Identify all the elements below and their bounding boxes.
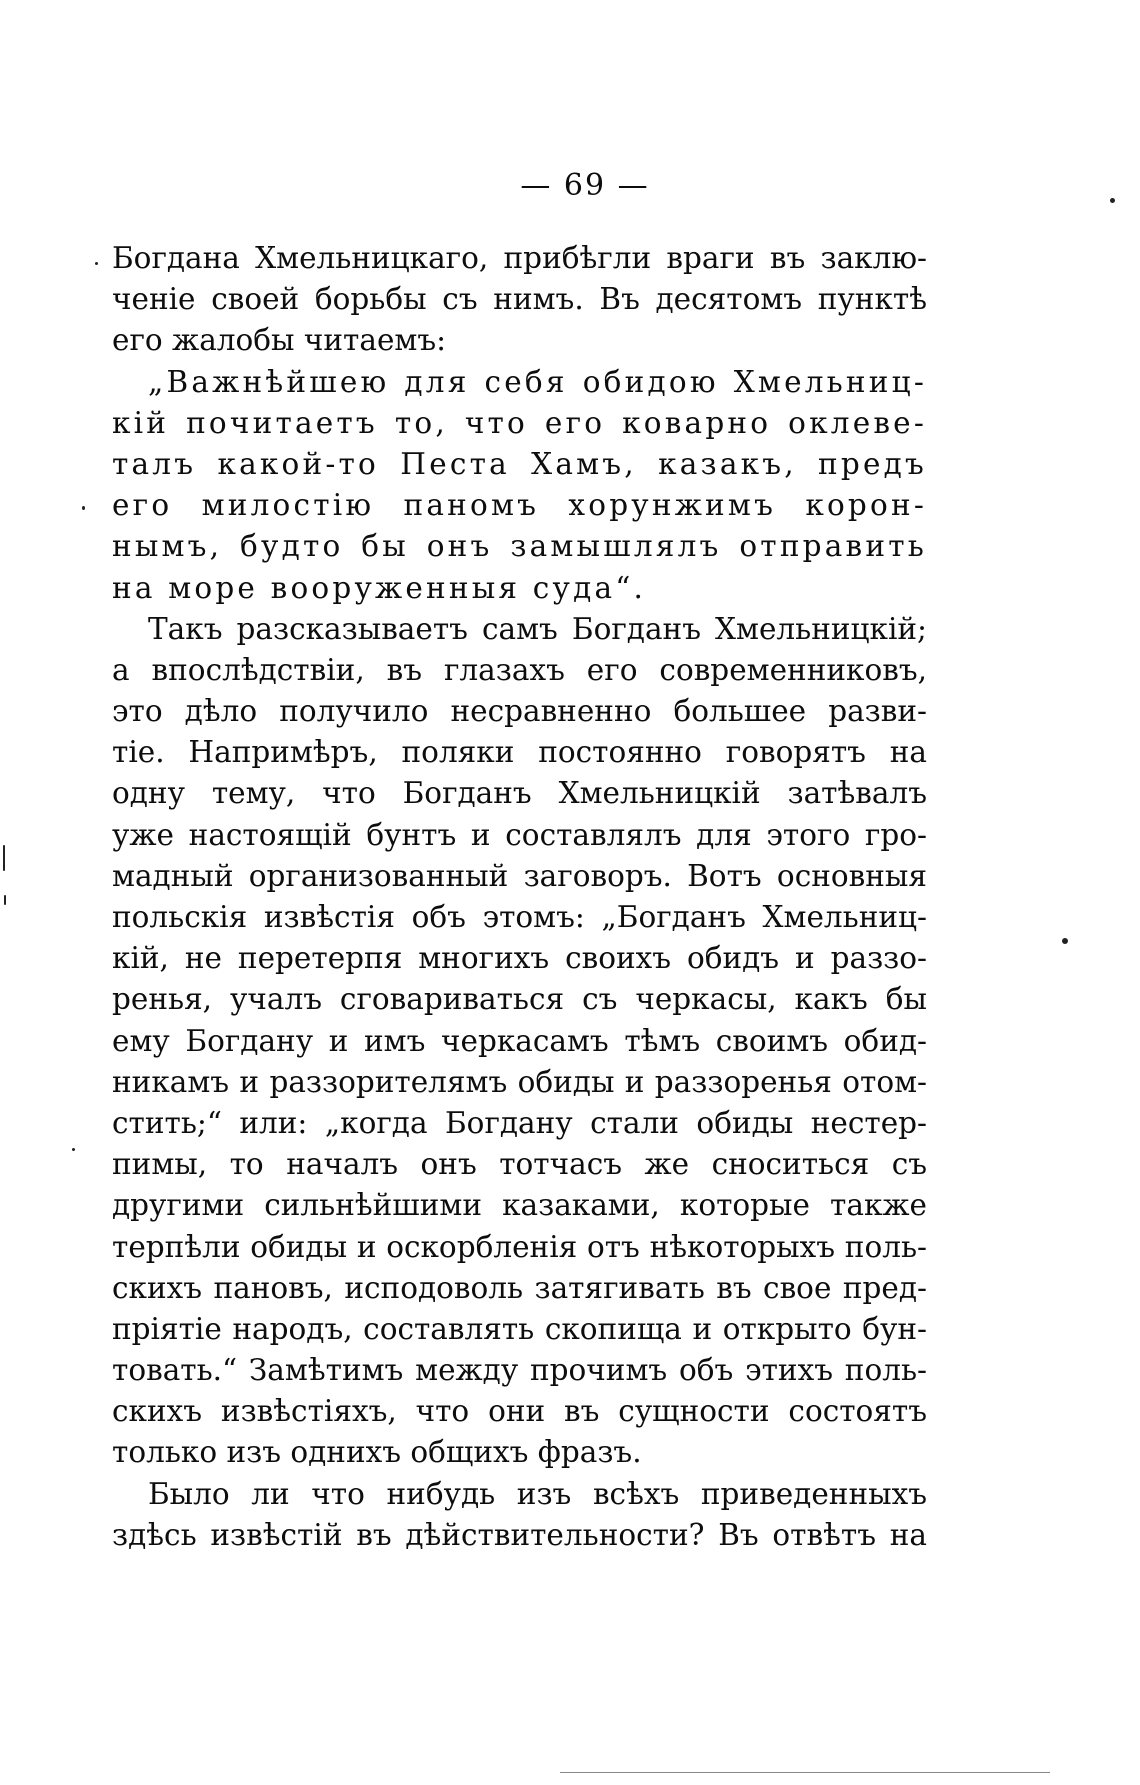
text-line: скихъ извѣстіяхъ, что они въ сущности состоятъ	[112, 1394, 927, 1429]
text-line: талъ какой-то Песта Хамъ, казакъ, предъ	[112, 446, 927, 481]
text-line: пимы, то началъ онъ тотчасъ же сноситься съ	[112, 1147, 927, 1182]
text-line: его милостію паномъ хорунжимъ корон-	[112, 488, 927, 523]
text-line: мадный организованный заговоръ. Вотъ основныя	[112, 858, 927, 893]
text-line: ему Богдану и имъ черкасамъ тѣмъ своимъ обид-	[112, 1023, 927, 1058]
scan-edge-line	[560, 1772, 1050, 1773]
text-line: уже настоящій бунтъ и составлялъ для этого гро-	[112, 817, 927, 852]
text-line: Было ли что нибудь изъ всѣхъ приведенныхъ	[148, 1476, 927, 1511]
scan-speck	[72, 1148, 75, 1151]
text-line: а впослѣдствіи, въ глазахъ его современниковъ,	[112, 652, 927, 687]
text-line: стить;“ или: „когда Богдану стали обиды нестер-	[112, 1105, 927, 1140]
text-line: на море вооруженныя суда“.	[112, 570, 647, 605]
text-line: кій почитаетъ то, что его коварно оклеве-	[112, 405, 927, 440]
text-line: это дѣло получило несравненно большее разви-	[112, 694, 927, 729]
scan-speck	[95, 262, 98, 265]
text-line: только изъ однихъ общихъ фразъ.	[112, 1435, 642, 1470]
text-line: скихъ пановъ, исподоволь затягивать въ свое пред-	[112, 1270, 927, 1305]
text-line: терпѣли обиды и оскорбленія отъ нѣкоторыхъ поль-	[112, 1229, 927, 1264]
text-line: тіе. Напримѣръ, поляки постоянно говорятъ на	[112, 735, 927, 770]
scan-speck	[4, 895, 6, 905]
text-line: Богдана Хмельницкаго, прибѣгли враги въ заклю-	[112, 241, 927, 275]
text-line: „Важнѣйшею для себя обидою Хмельниц-	[148, 364, 927, 399]
text-line: пріятіе народъ, составлять скопища и открыто бун-	[112, 1311, 927, 1346]
body-text	[112, 238, 927, 1556]
text-line: другими сильнѣйшими казаками, которые также	[112, 1188, 927, 1223]
scan-speck	[1110, 198, 1115, 203]
text-line: польскія извѣстія объ этомъ: „Богданъ Хмельниц-	[112, 900, 927, 934]
text-line: ченіе своей борьбы съ нимъ. Въ десятомъ пунктѣ	[112, 282, 927, 317]
scan-speck	[82, 506, 85, 510]
page-number: — 69 —	[520, 168, 650, 203]
scan-speck	[1062, 938, 1068, 944]
text-line: нымъ, будто бы онъ замышлялъ отправить	[112, 529, 927, 564]
text-line: здѣсь извѣстій въ дѣйствительности? Въ отвѣтъ на	[112, 1517, 927, 1552]
scan-speck	[3, 845, 5, 871]
text-line: ренья, учалъ сговариваться съ черкасы, какъ бы	[112, 982, 927, 1017]
text-line: Такъ разсказываетъ самъ Богданъ Хмельницкій;	[148, 611, 927, 646]
text-line: его жалобы читаемъ:	[112, 323, 447, 358]
text-line: товать.“ Замѣтимъ между прочимъ объ этихъ поль-	[112, 1353, 927, 1388]
text-line: никамъ и раззорителямъ обиды и раззоренья отом-	[112, 1064, 927, 1099]
text-line: кій, не перетерпя многихъ своихъ обидъ и раззо-	[112, 941, 927, 976]
text-line: одну тему, что Богданъ Хмельницкій затѣвалъ	[112, 776, 927, 811]
